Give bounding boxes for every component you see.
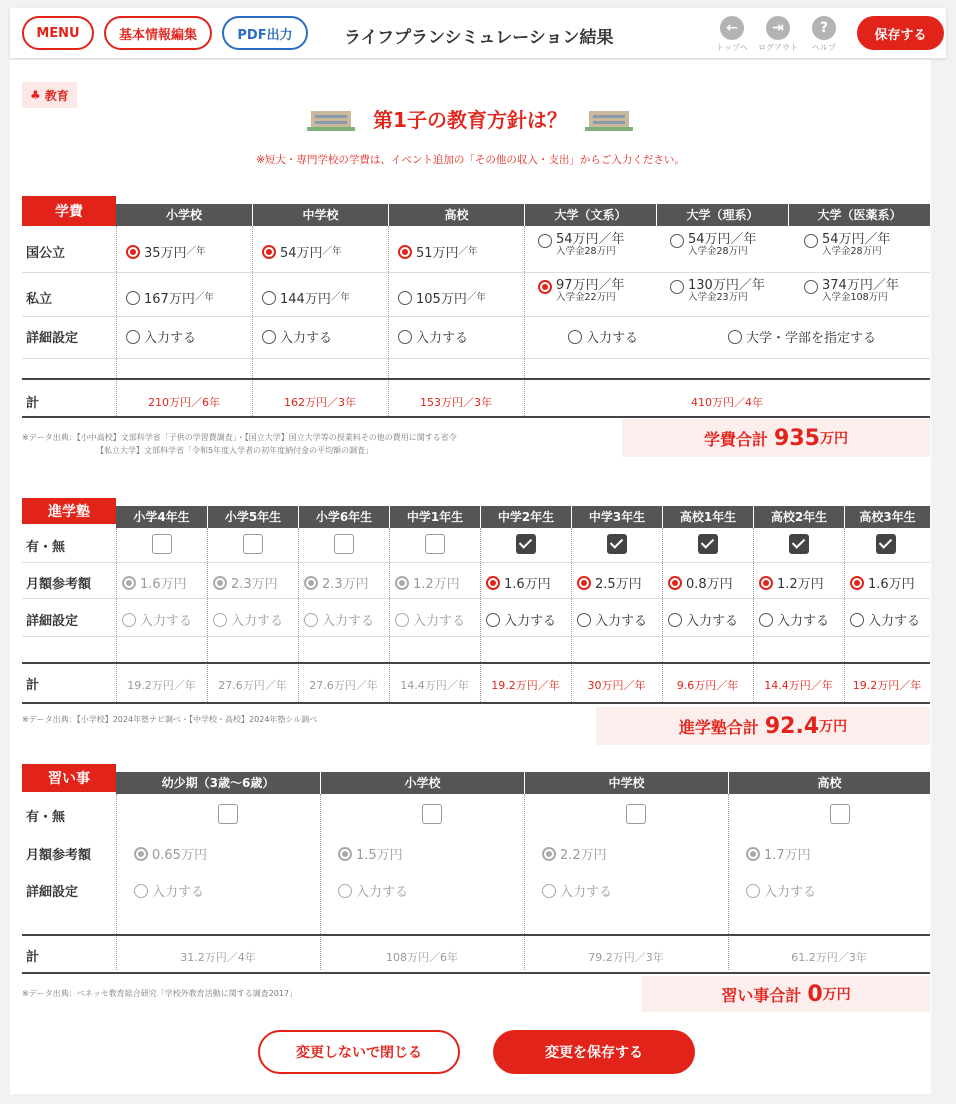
total-value: 61.2万円／3年 — [791, 951, 867, 964]
lessons-checkbox[interactable] — [626, 804, 646, 824]
total-divider — [22, 702, 930, 704]
option-unit: ／年 — [458, 246, 478, 257]
col-divider — [116, 794, 117, 970]
top-header — [10, 8, 946, 58]
col-divider — [320, 794, 321, 970]
radio-selected-icon — [262, 245, 276, 259]
row-label: 詳細設定 — [26, 331, 79, 346]
source-line: ※データ出典：【小中高校】文部科学省「子供の学習費調査」・【国立大学】国立大学等の授業料その他の費用に関する省令 — [22, 433, 457, 442]
juku-monthly-option[interactable] — [668, 573, 733, 592]
detail-label: 入力する — [152, 885, 205, 900]
option-value: 374万円／年 — [822, 278, 899, 293]
col-divider — [116, 226, 117, 418]
radio-icon — [577, 613, 591, 627]
radio-icon — [670, 280, 684, 294]
private-uni-humanities-option[interactable] — [538, 279, 625, 303]
col-header: 小学校 — [320, 772, 524, 794]
close-without-saving-button[interactable]: 変更しないで閉じる — [258, 1030, 460, 1074]
juku-detail-option[interactable] — [577, 610, 647, 629]
detail-label: 入力する — [140, 614, 193, 629]
col-header: 大学（理系） — [656, 204, 788, 226]
option-value: 54万円／年 — [822, 232, 891, 247]
radio-disabled-icon — [395, 576, 409, 590]
row-label: 私立 — [26, 292, 53, 307]
juku-monthly-option[interactable] — [395, 573, 460, 592]
row-divider — [22, 562, 930, 563]
juku-checkbox-checked[interactable] — [607, 534, 627, 554]
option-unit: ／年 — [322, 246, 342, 257]
monthly-value: 0.65万円 — [152, 848, 207, 863]
lessons-label: 習い事 — [22, 764, 116, 792]
row-label: 有・無 — [26, 810, 66, 825]
col-divider — [388, 226, 389, 418]
top-nav[interactable] — [712, 16, 752, 53]
col-header: 中学校 — [524, 772, 728, 794]
save-changes-button[interactable]: 変更を保存する — [493, 1030, 695, 1074]
juku-detail-option[interactable] — [304, 610, 374, 629]
col-header: 中学2年生 — [480, 506, 571, 528]
option-unit: ／年 — [466, 292, 486, 303]
lessons-monthly-option[interactable] — [746, 844, 811, 863]
arrow-left-icon: ← — [720, 16, 744, 40]
detail-label: 入力する — [416, 331, 469, 346]
radio-selected-icon — [850, 576, 864, 590]
private-high-option[interactable] — [398, 288, 486, 307]
public-high-option[interactable] — [398, 242, 478, 261]
radio-icon — [568, 330, 582, 344]
radio-icon — [126, 330, 140, 344]
page-note: ※短大・専門学校の学費は、イベント追加の「その他の収入・支出」からご入力ください。 — [256, 154, 685, 166]
total-value: 31.2万円／4年 — [180, 951, 256, 964]
option-value: 97万円／年 — [556, 278, 625, 293]
radio-disabled-icon — [134, 847, 148, 861]
sum-label: 学費合計 — [704, 429, 769, 449]
radio-disabled-icon — [746, 884, 760, 898]
sum-value: 92.4 — [764, 713, 820, 739]
detail-label: 入力する — [686, 614, 739, 629]
logout-nav[interactable] — [758, 16, 798, 53]
detail-label: 入力する — [144, 331, 197, 346]
row-divider — [22, 636, 930, 637]
monthly-value: 1.6万円 — [504, 577, 551, 592]
radio-disabled-icon — [122, 613, 136, 627]
basic-info-edit-button[interactable]: 基本情報編集 — [104, 16, 212, 50]
juku-sum — [596, 707, 930, 745]
lessons-detail-option[interactable] — [338, 881, 408, 900]
col-divider — [252, 226, 253, 418]
radio-selected-icon — [538, 280, 552, 294]
juku-section — [22, 498, 930, 728]
row-label: 計 — [26, 950, 40, 965]
juku-checkbox[interactable] — [334, 534, 354, 554]
total-value: 19.2万円／年 — [491, 679, 560, 692]
juku-detail-option[interactable] — [213, 610, 283, 629]
radio-selected-icon — [577, 576, 591, 590]
public-middle-option[interactable] — [262, 242, 342, 261]
juku-header — [116, 506, 930, 528]
detail-label: 入力する — [595, 614, 648, 629]
total-divider — [22, 378, 930, 380]
radio-disabled-icon — [304, 576, 318, 590]
radio-icon — [804, 234, 818, 248]
radio-selected-icon — [486, 576, 500, 590]
help-icon: ? — [812, 16, 836, 40]
option-value: 130万円／年 — [688, 278, 765, 293]
lessons-section — [22, 764, 930, 994]
option-unit: ／年 — [194, 292, 214, 303]
radio-icon — [126, 291, 140, 305]
row-divider — [22, 316, 930, 317]
option-value: 54万円／年 — [688, 232, 757, 247]
detail-label: 入力する — [777, 614, 830, 629]
detail-label: 入力する — [504, 614, 557, 629]
sum-unit: 万円 — [822, 987, 851, 1003]
radio-icon — [398, 291, 412, 305]
help-nav-label: ヘルプ — [812, 43, 836, 52]
juku-detail-option[interactable] — [850, 610, 920, 629]
juku-detail-option[interactable] — [486, 610, 556, 629]
page-header-title: ライフプランシミュレーション結果 — [344, 28, 614, 48]
juku-monthly-option[interactable] — [577, 573, 642, 592]
lessons-detail-option[interactable] — [746, 881, 816, 900]
juku-checkbox-checked[interactable] — [789, 534, 809, 554]
logout-icon: ⇥ — [766, 16, 790, 40]
total-value: 14.4万円／年 — [764, 679, 833, 692]
row-label: 詳細設定 — [26, 885, 79, 900]
total-value: 27.6万円／年 — [218, 679, 287, 692]
lessons-checkbox[interactable] — [830, 804, 850, 824]
juku-checkbox[interactable] — [425, 534, 445, 554]
col-header: 小学校 — [165, 208, 202, 222]
option-value: 54万円 — [280, 246, 323, 261]
option-value: 51万円 — [416, 246, 459, 261]
total-value: 79.2万円／3年 — [588, 951, 664, 964]
col-header: 小学6年生 — [298, 506, 389, 528]
public-uni-medical-option[interactable] — [804, 233, 891, 257]
logout-nav-label: ログアウト — [758, 43, 798, 52]
col-divider — [524, 794, 525, 970]
row-divider — [22, 358, 930, 359]
monthly-value: 1.2万円 — [413, 577, 460, 592]
detail-label: 入力する — [868, 614, 921, 629]
radio-disabled-icon — [213, 576, 227, 590]
total-divider — [22, 972, 930, 974]
radio-disabled-icon — [542, 884, 556, 898]
lessons-detail-option[interactable] — [542, 881, 612, 900]
save-top-button[interactable]: 保存する — [857, 16, 944, 50]
sum-value: 935 — [774, 425, 820, 451]
help-nav[interactable] — [804, 16, 844, 53]
radio-disabled-icon — [304, 613, 318, 627]
tuition-section — [22, 196, 930, 426]
private-elementary-option[interactable] — [126, 288, 214, 307]
pdf-export-button[interactable]: PDF出力 — [222, 16, 308, 50]
option-sub: 入学金28万円 — [822, 246, 882, 257]
juku-source: ※データ出典：【小学校】2024年塾ナビ調べ・【中学校・高校】2024年塾シル調べ — [22, 715, 318, 724]
row-label: 有・無 — [26, 540, 66, 555]
lessons-monthly-option[interactable] — [134, 844, 207, 863]
radio-icon — [262, 291, 276, 305]
specify-faculty-option[interactable] — [728, 327, 876, 346]
radio-icon — [486, 613, 500, 627]
col-header: 高校 — [728, 772, 930, 794]
detail-label: 入力する — [280, 331, 333, 346]
tuition-source — [22, 431, 457, 457]
radio-disabled-icon — [338, 847, 352, 861]
page-title-row — [290, 98, 650, 138]
monthly-value: 1.6万円 — [868, 577, 915, 592]
detail-label: 入力する — [322, 614, 375, 629]
radio-icon — [262, 330, 276, 344]
total-value: 410万円／4年 — [691, 396, 763, 409]
lessons-monthly-option[interactable] — [542, 844, 607, 863]
juku-monthly-option[interactable] — [213, 573, 278, 592]
tuition-label: 学費 — [22, 196, 116, 226]
option-value: 35万円 — [144, 246, 187, 261]
top-nav-label: トップへ — [716, 43, 748, 52]
detail-label: 入力する — [231, 614, 284, 629]
col-header: 中学校 — [252, 204, 388, 226]
juku-monthly-option[interactable] — [759, 573, 824, 592]
public-elementary-option[interactable] — [126, 242, 206, 261]
radio-icon — [850, 613, 864, 627]
monthly-value: 2.3万円 — [322, 577, 369, 592]
detail-label: 入力する — [560, 885, 613, 900]
radio-disabled-icon — [122, 576, 136, 590]
option-sub: 入学金28万円 — [556, 246, 616, 257]
education-tag — [22, 82, 77, 108]
total-value: 19.2万円／年 — [127, 679, 196, 692]
lessons-monthly-option[interactable] — [338, 844, 403, 863]
row-label: 月額参考額 — [26, 577, 92, 592]
radio-icon — [804, 280, 818, 294]
total-value: 9.6万円／年 — [676, 679, 739, 692]
monthly-value: 2.2万円 — [560, 848, 607, 863]
public-uni-science-option[interactable] — [670, 233, 757, 257]
option-sub: 入学金108万円 — [822, 292, 888, 303]
juku-monthly-option[interactable] — [122, 573, 187, 592]
radio-icon — [398, 330, 412, 344]
row-divider — [22, 272, 930, 273]
stroller-icon: ♣ — [30, 88, 41, 102]
radio-selected-icon — [668, 576, 682, 590]
tuition-sum — [622, 419, 930, 457]
option-unit: ／年 — [330, 292, 350, 303]
radio-disabled-icon — [395, 613, 409, 627]
option-value: 167万円 — [144, 292, 195, 307]
juku-detail-option[interactable] — [122, 610, 192, 629]
monthly-value: 1.7万円 — [764, 848, 811, 863]
juku-detail-option[interactable] — [668, 610, 738, 629]
total-value: 27.6万円／年 — [309, 679, 378, 692]
total-divider — [22, 934, 930, 936]
detail-label: 入力する — [413, 614, 466, 629]
radio-selected-icon — [398, 245, 412, 259]
monthly-value: 1.2万円 — [777, 577, 824, 592]
source-line: 【私立大学】文部科学省「令和5年度入学者の初年度納付金の平均額の調査」 — [96, 446, 374, 455]
radio-disabled-icon — [134, 884, 148, 898]
lessons-detail-option[interactable] — [134, 881, 204, 900]
radio-disabled-icon — [746, 847, 760, 861]
col-header: 小学4年生 — [133, 510, 190, 524]
juku-label: 進学塾 — [22, 498, 116, 524]
detail-label: 入力する — [764, 885, 817, 900]
monthly-value: 2.5万円 — [595, 577, 642, 592]
option-value: 54万円／年 — [556, 232, 625, 247]
sum-value: 0 — [807, 981, 823, 1007]
total-value: 153万円／3年 — [420, 396, 492, 409]
radio-icon — [668, 613, 682, 627]
radio-selected-icon — [126, 245, 140, 259]
radio-disabled-icon — [213, 613, 227, 627]
monthly-value: 1.6万円 — [140, 577, 187, 592]
education-panel — [10, 60, 931, 1094]
option-value: 105万円 — [416, 292, 467, 307]
total-value: 210万円／6年 — [148, 396, 220, 409]
col-header: 高校3年生 — [844, 506, 930, 528]
lessons-checkbox[interactable] — [218, 804, 238, 824]
detail-label: 入力する — [356, 885, 409, 900]
col-header: 小学5年生 — [207, 506, 298, 528]
total-value: 14.4万円／年 — [400, 679, 469, 692]
education-tag-label: 教育 — [44, 88, 69, 103]
lessons-header — [116, 772, 930, 794]
sum-unit: 万円 — [819, 431, 848, 447]
row-label: 計 — [26, 678, 40, 693]
detail-option[interactable] — [398, 327, 468, 346]
lessons-checkbox[interactable] — [422, 804, 442, 824]
col-header: 幼少期（3歳〜6歳） — [161, 776, 275, 790]
juku-checkbox[interactable] — [243, 534, 263, 554]
menu-button[interactable]: MENU — [22, 16, 94, 50]
monthly-value: 2.3万円 — [231, 577, 278, 592]
radio-icon — [670, 234, 684, 248]
juku-detail-option[interactable] — [759, 610, 829, 629]
row-divider — [22, 598, 930, 599]
detail-label: 大学・学部を指定する — [746, 331, 877, 346]
total-divider — [22, 662, 930, 664]
row-label: 月額参考額 — [26, 848, 92, 863]
option-sub: 入学金22万円 — [556, 292, 616, 303]
total-value: 19.2万円／年 — [852, 679, 922, 692]
private-uni-science-option[interactable] — [670, 279, 765, 303]
col-divider — [524, 226, 525, 418]
detail-option[interactable] — [126, 327, 196, 346]
sum-unit: 万円 — [819, 719, 848, 735]
juku-checkbox-checked[interactable] — [876, 534, 896, 554]
radio-icon — [538, 234, 552, 248]
option-sub: 入学金28万円 — [688, 246, 748, 257]
total-value: 108万円／6年 — [386, 951, 458, 964]
radio-disabled-icon — [542, 847, 556, 861]
detail-label: 入力する — [586, 331, 639, 346]
juku-monthly-option[interactable] — [850, 573, 915, 592]
juku-detail-option[interactable] — [395, 610, 465, 629]
juku-monthly-option[interactable] — [304, 573, 369, 592]
school-building-icon — [585, 105, 633, 131]
lessons-sum — [642, 976, 930, 1012]
detail-option[interactable] — [262, 327, 332, 346]
juku-monthly-option[interactable] — [486, 573, 551, 592]
page-title: 第1子の教育方針は？ — [373, 107, 567, 132]
radio-disabled-icon — [338, 884, 352, 898]
col-header: 大学（医薬系） — [788, 204, 930, 226]
col-header: 高校2年生 — [753, 506, 844, 528]
juku-checkbox[interactable] — [152, 534, 172, 554]
col-header: 中学3年生 — [571, 506, 662, 528]
row-label: 国公立 — [26, 246, 66, 261]
option-sub: 入学金23万円 — [688, 292, 748, 303]
col-header: 高校1年生 — [662, 506, 753, 528]
row-label: 詳細設定 — [26, 614, 79, 629]
public-uni-humanities-option[interactable] — [538, 233, 625, 257]
col-divider — [728, 794, 729, 970]
sum-label: 進学塾合計 — [678, 717, 759, 737]
col-header: 中学1年生 — [389, 506, 480, 528]
radio-selected-icon — [759, 576, 773, 590]
option-unit: ／年 — [186, 246, 206, 257]
option-value: 144万円 — [280, 292, 331, 307]
juku-checkbox-checked[interactable] — [516, 534, 536, 554]
private-middle-option[interactable] — [262, 288, 350, 307]
radio-icon — [759, 613, 773, 627]
school-building-icon — [307, 105, 355, 131]
tuition-header — [116, 204, 930, 226]
col-header: 高校 — [388, 204, 524, 226]
total-value: 30万円／年 — [587, 679, 646, 692]
monthly-value: 0.8万円 — [686, 577, 733, 592]
detail-option[interactable] — [568, 327, 638, 346]
monthly-value: 1.5万円 — [356, 848, 403, 863]
row-label: 計 — [26, 396, 40, 411]
juku-checkbox-checked[interactable] — [698, 534, 718, 554]
sum-label: 習い事合計 — [721, 985, 802, 1005]
lessons-source: ※データ出典：ベネッセ教育総合研究「学校外教育活動に関する調査2017」 — [22, 989, 298, 998]
private-uni-medical-option[interactable] — [804, 279, 899, 303]
radio-icon — [728, 330, 742, 344]
col-header: 大学（文系） — [524, 204, 656, 226]
total-value: 162万円／3年 — [284, 396, 356, 409]
total-divider — [22, 416, 930, 418]
